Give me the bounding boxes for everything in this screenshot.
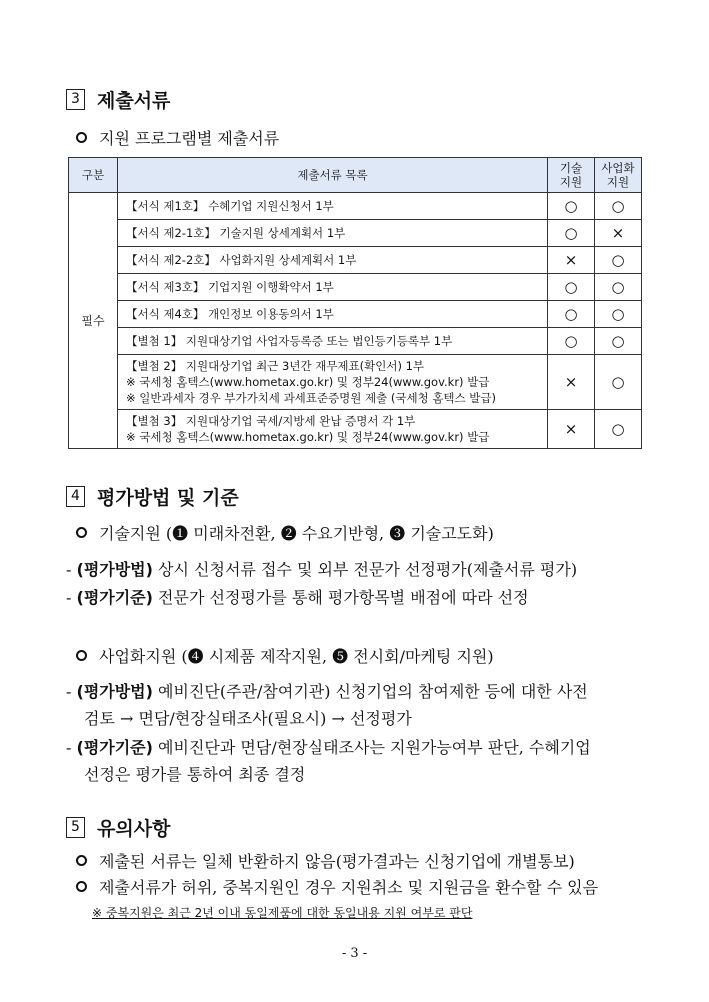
tech-support-mark: ○ [548,328,595,355]
tech-support-mark: × [548,410,595,449]
bullet-text: 제출서류가 허위, 중복지원인 경우 지원취소 및 지원금을 환수할 수 있음 [99,878,599,897]
biz-support-mark: ○ [595,193,642,220]
bullet-text: 사업화지원 (❹ 시제품 제작지원, ❺ 전시회/마케팅 지원) [99,647,494,666]
header-biz: 사업화 지원 [595,158,642,193]
bullet-item [76,126,279,149]
biz-support-mark: ○ [595,410,642,449]
paragraph-continued [66,760,305,790]
section-4-heading [66,483,239,510]
table-row [69,355,642,410]
tech-support-mark: ○ [548,274,595,301]
footnote: ※ 중복지원은 최근 2년 이내 동일제품에 대한 동일내용 지원 여부로 판단 [92,906,473,920]
document-cell [118,193,548,220]
text: 예비진단과 면담/현장실태조사는 지원가능여부 판단, 수혜기업 [152,738,591,757]
header-documents: 제출서류 목록 [118,158,548,193]
label: (평가방법) [76,560,153,579]
paragraph-continued [66,704,412,734]
circle-bullet-icon [76,527,87,538]
section-title: 평가방법 및 기준 [97,487,239,509]
header-category: 구분 [69,158,118,193]
table-row [69,274,642,301]
text: 검토 → 면담/현장실태조사(필요시) → 선정평가 [84,709,412,728]
table-row [69,247,642,274]
paragraph: - (평가방법) 상시 신청서류 접수 및 외부 전문가 선정평가(제출서류 평가) [66,560,578,579]
bullet-text: 제출된 서류는 일체 반환하지 않음(평가결과는 신청기업에 개별통보) [99,852,575,871]
circle-bullet-icon [76,650,87,661]
table-header-row [69,158,642,193]
paragraph: - (평가기준) 예비진단과 면담/현장실태조사는 지원가능여부 판단, 수혜기업 [66,738,591,757]
text: 상시 신청서류 접수 및 외부 전문가 선정평가(제출서류 평가) [152,560,578,579]
document-name: 【서식 제1호】 수혜기업 지원신청서 1부 [126,199,334,213]
document-cell [118,355,548,410]
document-name: 【서식 제2-2호】 사업화지원 상세계획서 1부 [126,253,357,267]
category-cell: 필수 [69,193,118,449]
circle-bullet-icon [76,881,87,892]
tech-support-mark: ○ [548,301,595,328]
text: 전문가 선정평가를 통해 평가항목별 배점에 따라 선정 [152,588,529,607]
section-5-heading [66,814,170,841]
section-title: 유의사항 [97,818,171,840]
biz-support-mark: × [595,220,642,247]
table-row [69,193,642,220]
document-note: ※ 국세청 홈텍스(www.hometax.go.kr) 및 정부24(www.gov.kr) 발급 [126,375,490,389]
tech-support-mark: × [548,247,595,274]
circle-bullet-icon [76,855,87,866]
bullet-item [76,849,575,872]
paragraph: - (평가기준) 전문가 선정평가를 통해 평가항목별 배점에 따라 선정 [66,588,529,607]
label: (평가기준) [76,738,153,757]
table-row [69,301,642,328]
document-note: ※ 국세청 홈텍스(www.hometax.go.kr) 및 정부24(www.gov.kr) 발급 [126,430,490,444]
paragraph: - (평가방법) 예비진단(주관/참여기관) 신청기업의 참여제한 등에 대한 사전 [66,682,588,701]
document-name: 【서식 제2-1호】 기술지원 상세계획서 1부 [126,226,346,240]
document-name: 【별첨 2】 지원대상기업 최근 3년간 재무제표(확인서) 1부 [126,359,425,373]
bullet-item [76,521,494,544]
bullet-text: 지원 프로그램별 제출서류 [99,129,280,148]
page-number: - 3 - [341,946,368,961]
section-number: 4 [66,486,85,507]
tech-support-mark: × [548,355,595,410]
table-row [69,220,642,247]
document-name: 【서식 제4호】 개인정보 이용동의서 1부 [126,307,334,321]
header-tech: 기술 지원 [548,158,595,193]
document-cell [118,247,548,274]
label: (평가기준) [76,588,153,607]
bullet-item [76,644,494,667]
document-name: 【별첨 3】 지원대상기업 국세/지방세 완납 증명서 각 1부 [126,414,416,428]
text: 예비진단(주관/참여기관) 신청기업의 참여제한 등에 대한 사전 [152,682,588,701]
label: (평가방법) [76,682,153,701]
biz-support-mark: ○ [595,355,642,410]
document-name: 【별첨 1】 지원대상기업 사업자등록증 또는 법인등기등록부 1부 [126,334,453,348]
biz-support-mark: ○ [595,274,642,301]
document-cell [118,274,548,301]
document-note: ※ 일반과세자 경우 부가가치세 과세표준증명원 제출 (국세청 홈텍스 발급) [126,391,497,405]
tech-support-mark: ○ [548,193,595,220]
biz-support-mark: ○ [595,328,642,355]
bullet-item [76,875,598,898]
document-name: 【서식 제3호】 기업지원 이행확약서 1부 [126,280,334,294]
document-cell [118,410,548,449]
document-cell [118,301,548,328]
text: 선정은 평가를 통하여 최종 결정 [84,765,306,784]
section-number: 3 [66,89,85,110]
biz-support-mark: ○ [595,301,642,328]
circle-bullet-icon [76,132,87,143]
table-row [69,328,642,355]
section-3-heading [66,86,170,113]
bullet-text: 기술지원 (❶ 미래차전환, ❷ 수요기반형, ❸ 기술고도화) [99,524,494,543]
document-cell [118,220,548,247]
document-cell [118,328,548,355]
section-number: 5 [66,817,85,838]
section-title: 제출서류 [97,90,171,112]
table-row [69,410,642,449]
tech-support-mark: ○ [548,220,595,247]
documents-table [68,157,642,449]
biz-support-mark: ○ [595,247,642,274]
